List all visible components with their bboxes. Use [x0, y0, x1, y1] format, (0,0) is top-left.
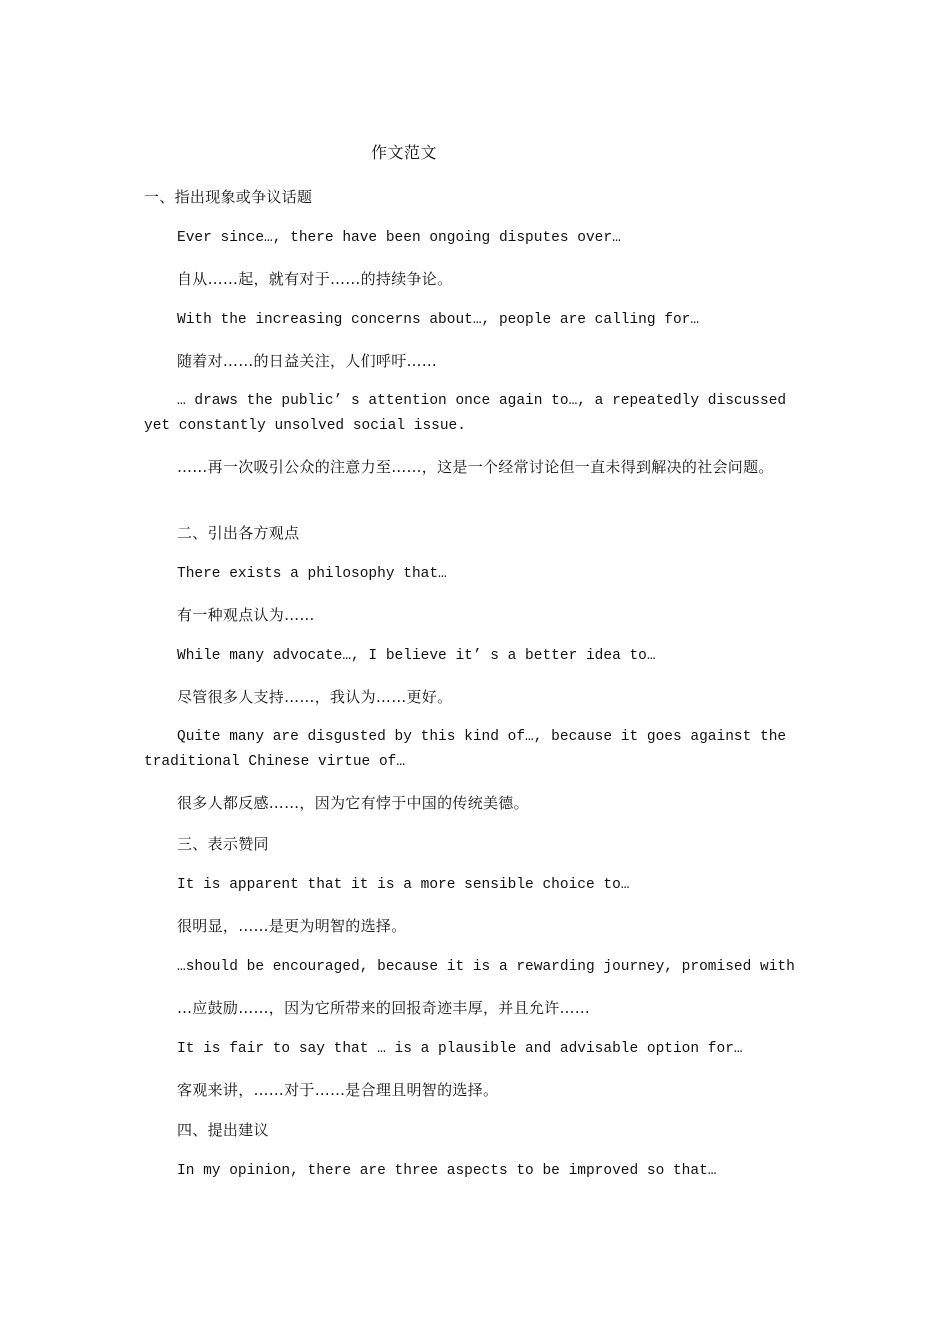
phrase-en: It is apparent that it is a more sensible choice to… — [177, 877, 630, 893]
page-title: 作文范文 — [370, 143, 437, 162]
section-heading-4: 四、提出建议 — [177, 1121, 269, 1139]
phrase-en: …should be encouraged, because it is a rewarding journey, promised with — [177, 959, 795, 975]
phrase-en: While many advocate…, I believe it’ s a better idea to… — [177, 648, 656, 664]
phrase-en: With the increasing concerns about…, people are calling for… — [177, 312, 700, 328]
phrase-cn: 客观来讲，……对于……是合理且明智的选择。 — [177, 1081, 499, 1099]
phrase-cn: …应鼓励……，因为它所带来的回报奇迹丰厚，并且允许…… — [177, 999, 591, 1017]
phrase-en: Ever since…, there have been ongoing disputes over… — [177, 230, 621, 246]
phrase-en: … draws the public’ s attention once again to…, a repeatedly discussed yet constantly unsolved social issue. — [144, 393, 787, 434]
phrase-cn: 随着对……的日益关注，人们呼吁…… — [177, 352, 438, 370]
section-heading-1: 一、指出现象或争议话题 — [144, 188, 313, 206]
phrase-cn: 很明显，……是更为明智的选择。 — [177, 917, 407, 935]
phrase-en: In my opinion, there are three aspects to be improved so that… — [177, 1163, 717, 1179]
phrase-cn: 有一种观点认为…… — [177, 606, 315, 624]
section-heading-2: 二、引出各方观点 — [177, 524, 300, 542]
phrase-cn: ……再一次吸引公众的注意力至……，这是一个经常讨论但一直未得到解决的社会问题。 — [177, 458, 774, 476]
phrase-cn: 自从……起，就有对于……的持续争论。 — [177, 270, 453, 288]
phrase-en: Quite many are disgusted by this kind of…, because it goes against the traditional Chinese virtue of… — [144, 729, 787, 770]
phrase-en: There exists a philosophy that… — [177, 566, 447, 582]
phrase-en: It is fair to say that … is a plausible and advisable option for… — [177, 1041, 743, 1057]
phrase-cn: 很多人都反感……，因为它有悖于中国的传统美德。 — [177, 794, 529, 812]
phrase-cn: 尽管很多人支持……，我认为……更好。 — [177, 688, 453, 706]
section-heading-3: 三、表示赞同 — [177, 835, 269, 853]
